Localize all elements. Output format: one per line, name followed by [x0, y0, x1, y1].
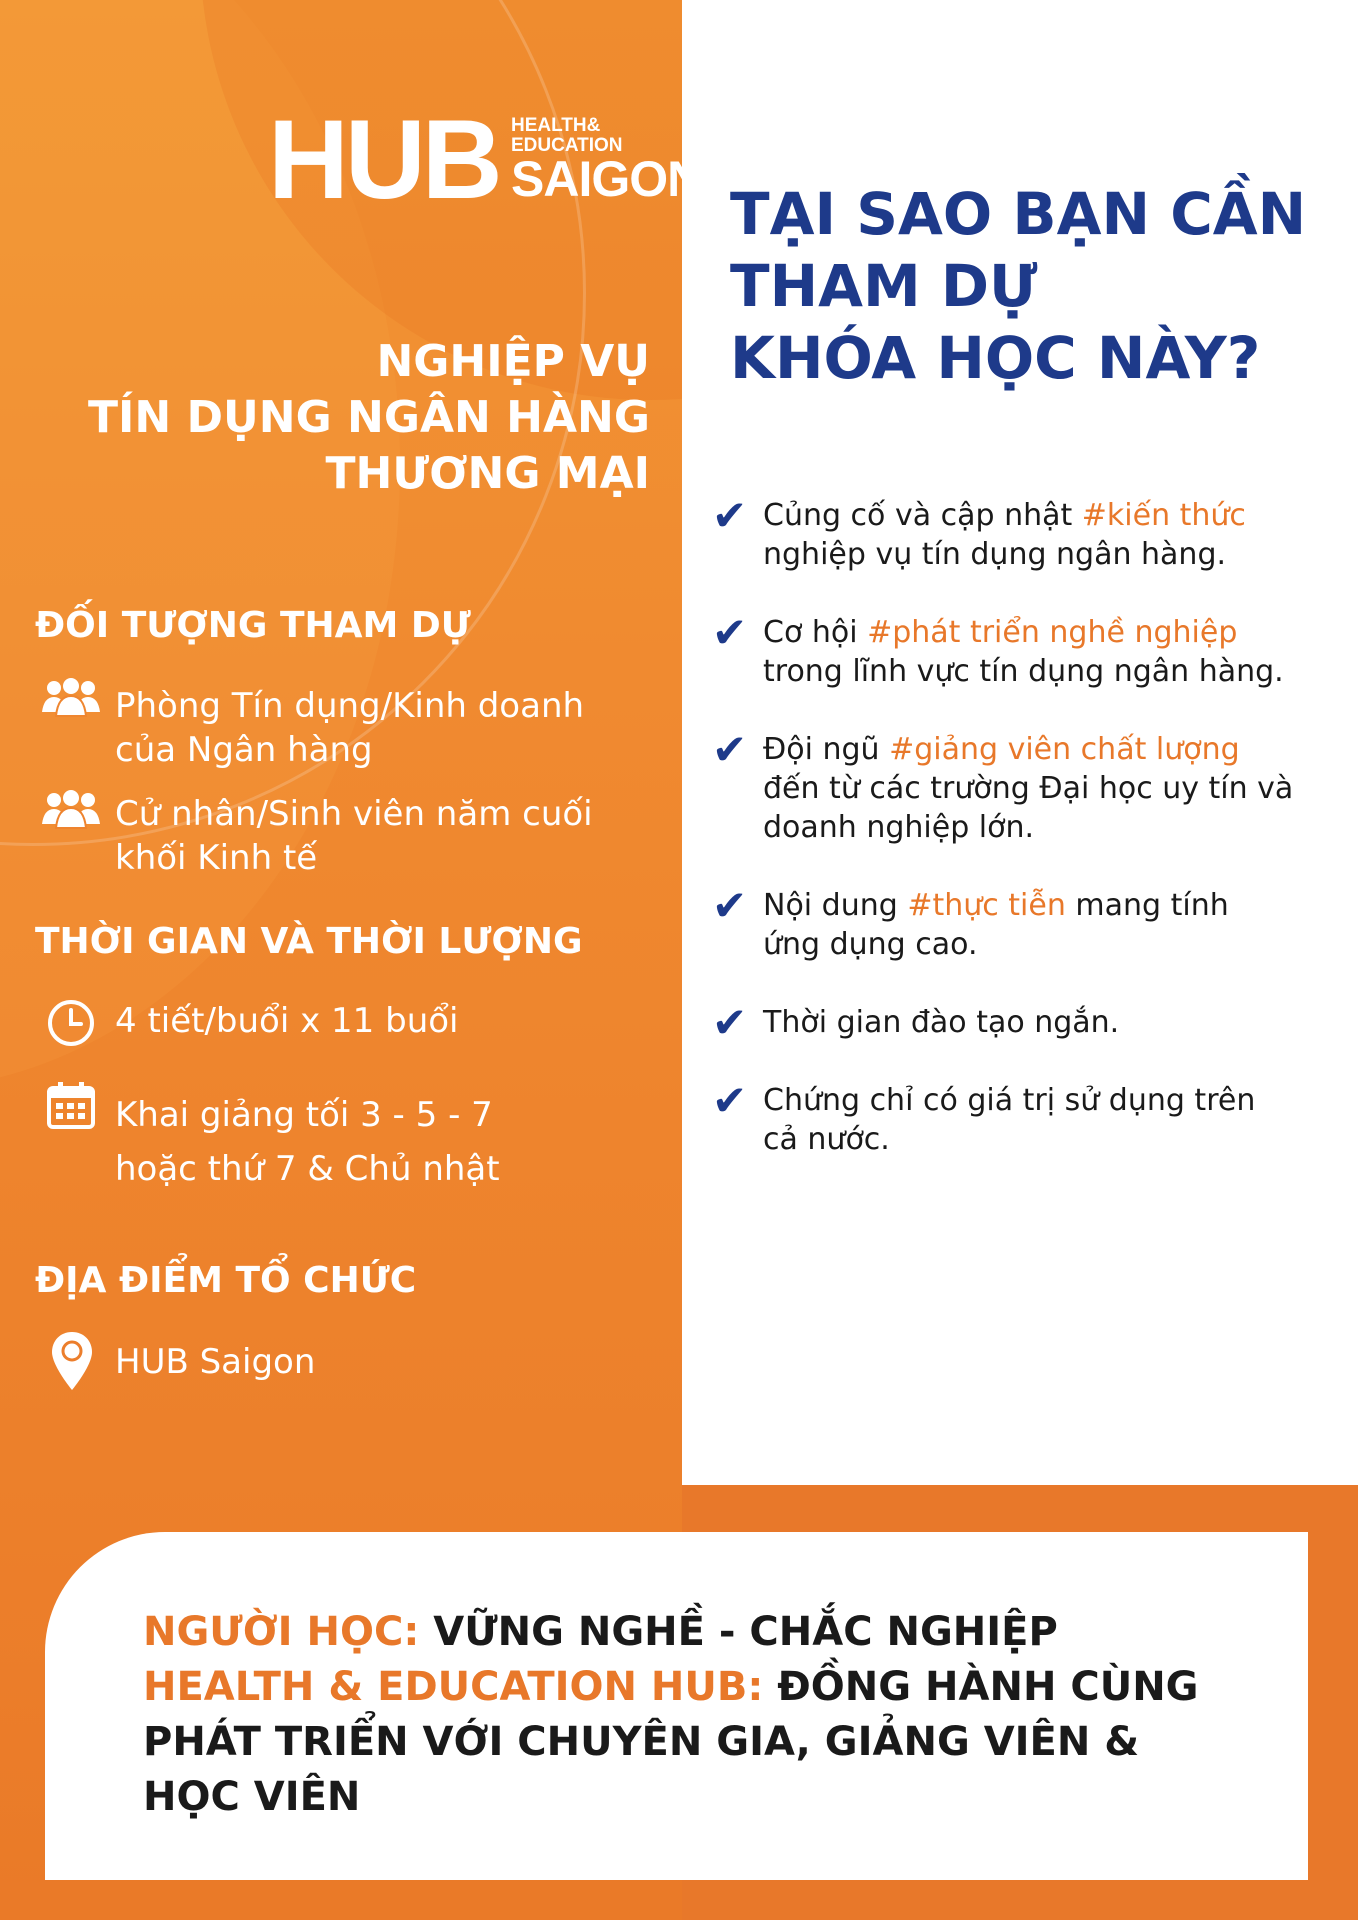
audience-heading: ĐỐI TƯỢNG THAM DỰ [35, 605, 471, 646]
group-icon [40, 790, 102, 832]
audience-item: Phòng Tín dụng/Kinh doanh của Ngân hàng [115, 686, 585, 770]
logo-saigon: SAIGON [511, 151, 703, 207]
reason-item: Chứng chỉ có giá trị sử dụng trên cả nước. [763, 1083, 1256, 1157]
schedule-item: Khai giảng tối 3 - 5 - 7 hoặc thứ 7 & Chủ nhật [115, 1095, 500, 1189]
hub-logo [268, 97, 703, 222]
group-icon [40, 678, 102, 720]
reason-item: Củng cố và cập nhật #kiến thức nghiệp vụ tín dụng ngân hàng. [763, 498, 1246, 572]
slogan: NGƯỜI HỌC: VỮNG NGHỀ - CHẮC NGHIỆP HEALTH & EDUCATION HUB: ĐỒNG HÀNH CÙNG PHÁT TRIỂN VỚI CHUYÊN GIA, GIẢNG VIÊN & HỌC VIÊN [143, 1609, 1199, 1820]
check-icon: ✔ [712, 998, 748, 1047]
schedule-heading: THỜI GIAN VÀ THỜI LƯỢNG [35, 921, 583, 962]
why-title: TẠI SAO BẠN CẦN THAM DỰ KHÓA HỌC NÀY? [730, 180, 1307, 392]
check-icon: ✔ [712, 881, 748, 930]
audience-item: Cử nhân/Sinh viên năm cuối khối Kinh tế [115, 794, 593, 878]
reason-item: Cơ hội #phát triển nghề nghiệp trong lĩnh vực tín dụng ngân hàng. [763, 615, 1284, 689]
logo-health-education: HEALTH& EDUCATION [511, 115, 623, 156]
location-value: HUB Saigon [115, 1342, 316, 1382]
check-icon: ✔ [712, 491, 748, 540]
check-icon: ✔ [712, 725, 748, 774]
location-pin-icon [50, 1330, 94, 1392]
clock-icon [46, 998, 96, 1048]
reason-item: Đội ngũ #giảng viên chất lượng đến từ các trường Đại học uy tín và doanh nghiệp lớn. [763, 732, 1294, 845]
schedule-item: 4 tiết/buổi x 11 buổi [115, 1001, 459, 1041]
reason-item: Thời gian đào tạo ngắn. [763, 1005, 1120, 1040]
check-icon: ✔ [712, 1076, 748, 1125]
logo-hub-text: HUB [268, 97, 499, 222]
reason-item: Nội dung #thực tiễn mang tính ứng dụng cao. [763, 888, 1229, 962]
check-icon: ✔ [712, 608, 748, 657]
location-heading: ĐỊA ĐIỂM TỔ CHỨC [35, 1260, 417, 1301]
course-title: NGHIỆP VỤ TÍN DỤNG NGÂN HÀNG THƯƠNG MẠI [88, 336, 650, 499]
calendar-icon [46, 1080, 96, 1130]
